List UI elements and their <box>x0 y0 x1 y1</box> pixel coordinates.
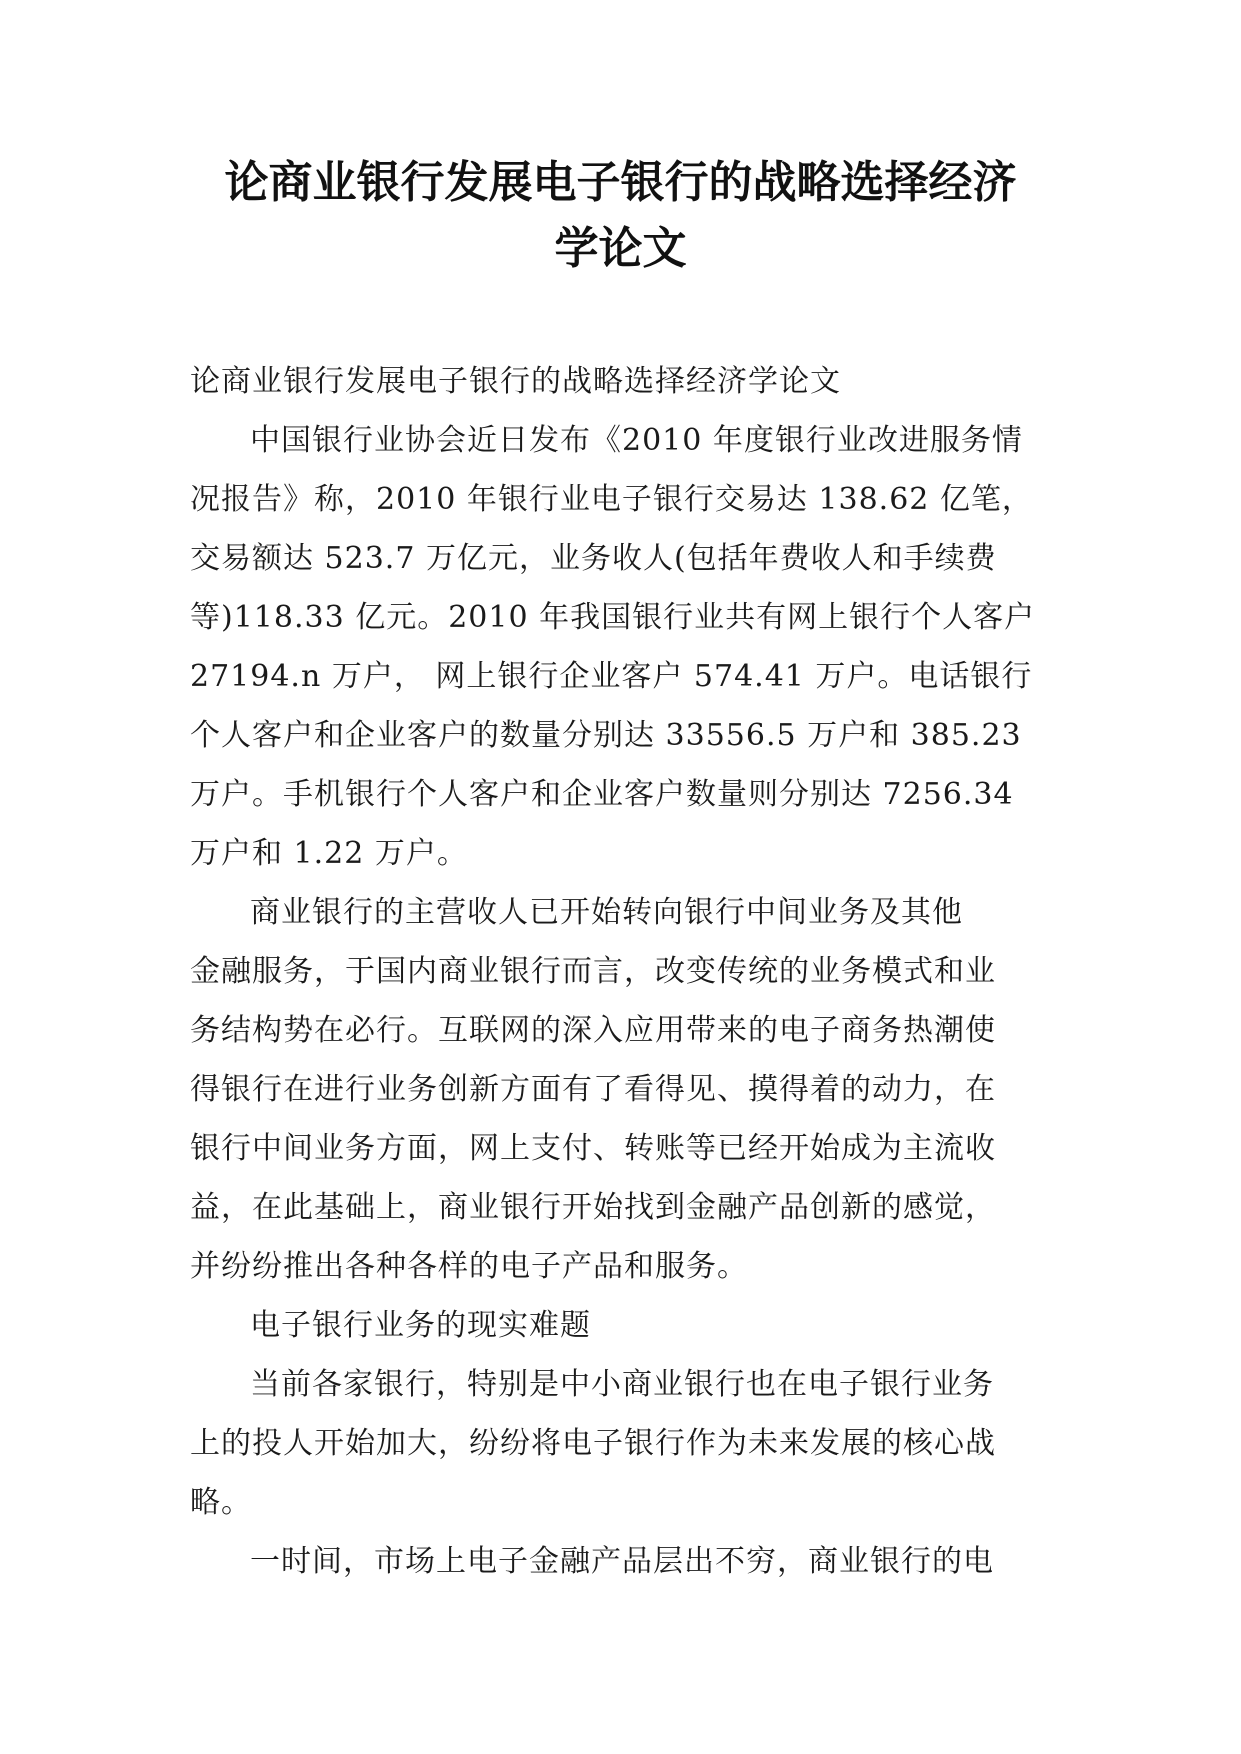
text-line: 论商业银行发展电子银行的战略选择经济学论文 <box>190 364 841 399</box>
text-line: 个人客户和企业客户的数量分别达 33556.5 万户和 385.23 <box>190 718 1022 753</box>
text-line: 务结构势在必行。互联网的深入应用带来的电子商务热潮使 <box>190 1013 996 1048</box>
document-title <box>150 150 1091 282</box>
text-line: 一时间，市场上电子金融产品层出不穷，商业银行的电 <box>250 1544 994 1579</box>
document-body <box>190 352 1080 1591</box>
paragraph-market <box>190 1532 1080 1591</box>
text-line: 略。 <box>190 1485 252 1520</box>
text-line: 并纷纷推出各种各样的电子产品和服务。 <box>190 1249 748 1284</box>
text-line: 上的投人开始加大，纷纷将电子银行作为未来发展的核心战 <box>190 1426 996 1461</box>
text-line: 万户。手机银行个人客户和企业客户数量则分别达 7256.34 <box>190 777 1014 812</box>
text-line: 中国银行业协会近日发布《2010 年度银行业改进服务情 <box>250 423 1023 458</box>
paragraph-subtitle <box>190 352 1080 411</box>
document-title-line: 学论文 <box>554 223 687 274</box>
paragraph-investment <box>190 1355 1080 1532</box>
text-line: 万户和 1.22 万户。 <box>190 836 468 871</box>
text-line: 电子银行业务的现实难题 <box>250 1308 591 1343</box>
text-line: 商业银行的主营收人已开始转向银行中间业务及其他 <box>250 895 963 930</box>
text-line: 银行中间业务方面，网上支付、转账等已经开始成为主流收 <box>190 1131 996 1166</box>
text-line: 益，在此基础上，商业银行开始找到金融产品创新的感觉， <box>190 1190 996 1225</box>
text-line: 等)118.33 亿元。2010 年我国银行业共有网上银行个人客户 <box>190 600 1036 635</box>
text-line: 金融服务，于国内商业银行而言，改变传统的业务模式和业 <box>190 954 996 989</box>
text-line: 况报告》称，2010 年银行业电子银行交易达 138.62 亿笔， <box>190 482 1033 517</box>
text-line: 交易额达 523.7 万亿元，业务收人(包括年费收人和手续费 <box>190 541 997 576</box>
text-line: 得银行在进行业务创新方面有了看得见、摸得着的动力，在 <box>190 1072 996 1107</box>
paragraph-business-shift <box>190 883 1080 1296</box>
document-title-line: 论商业银行发展电子银行的战略选择经济 <box>224 157 1017 208</box>
text-line: 27194.n 万户， 网上银行企业客户 574.41 万户。电话银行 <box>190 659 1033 694</box>
paragraph-report-summary <box>190 411 1080 883</box>
text-line: 当前各家银行，特别是中小商业银行也在电子银行业务 <box>250 1367 994 1402</box>
section-heading <box>190 1296 1080 1355</box>
